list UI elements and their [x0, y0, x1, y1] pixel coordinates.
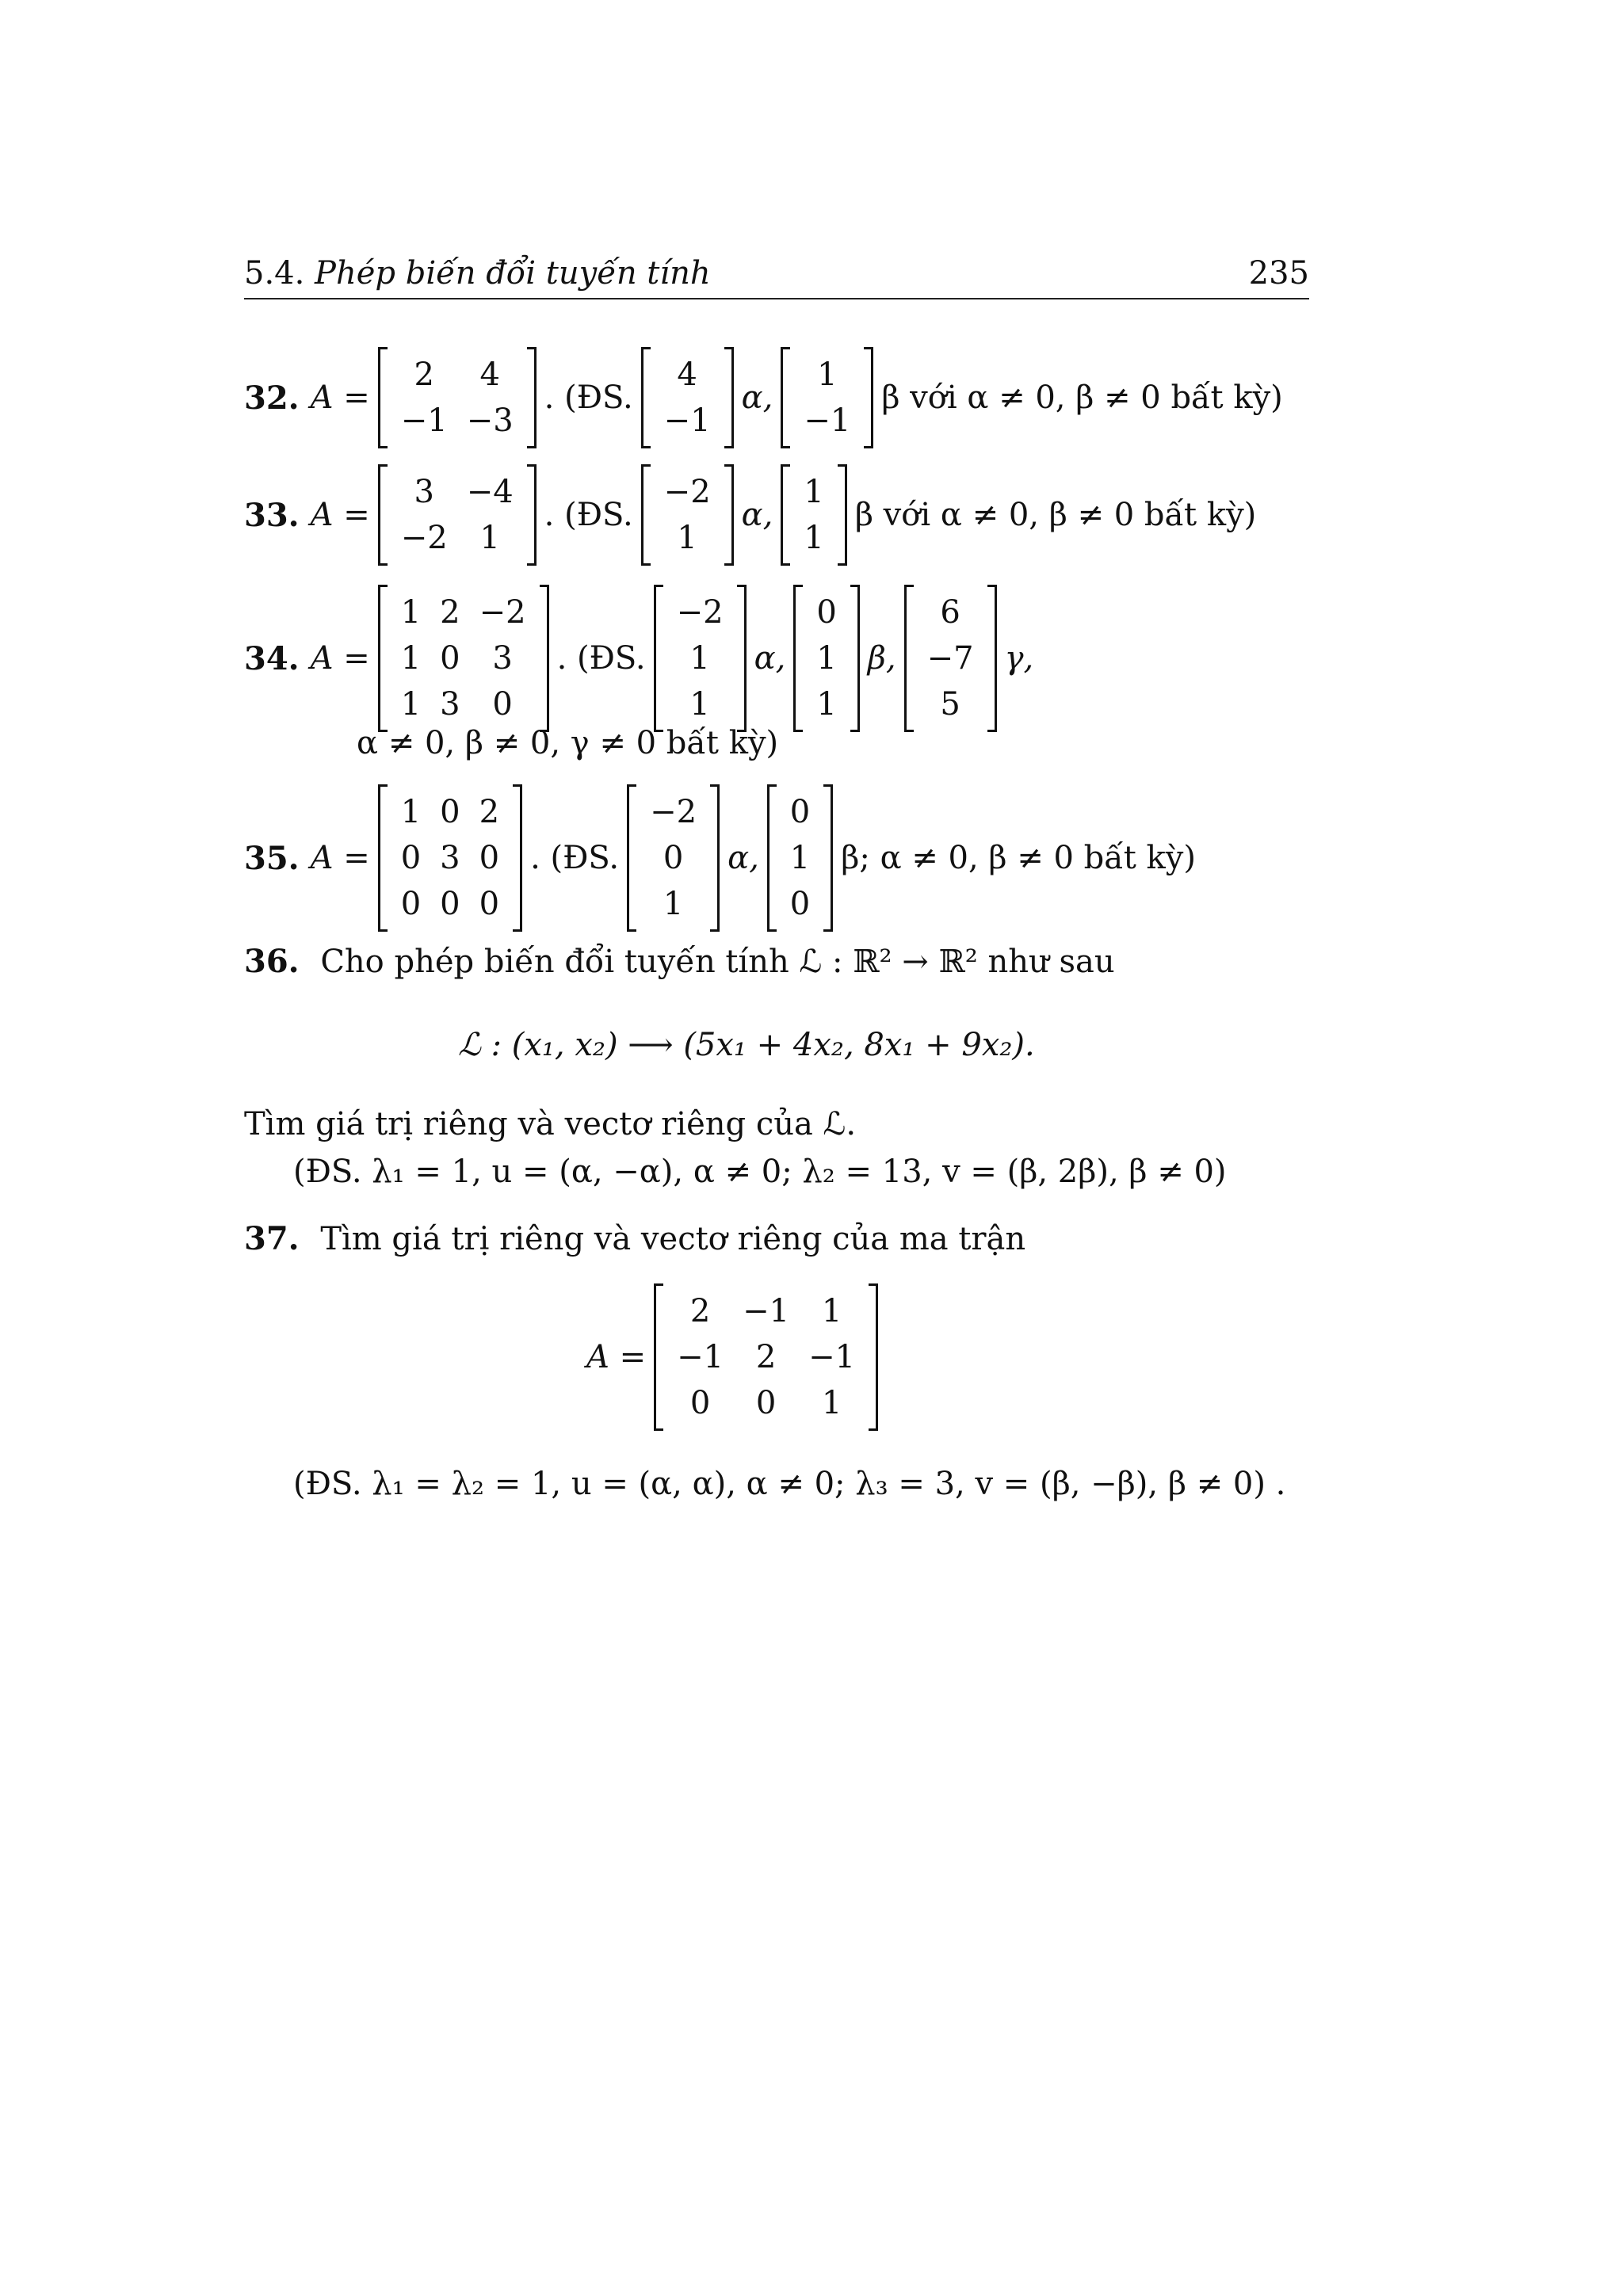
answer-tail: β với α ≠ 0, β ≠ 0 bất kỳ) [881, 379, 1283, 416]
bracket-right [737, 585, 747, 732]
matrix-entry: 0 [440, 640, 460, 677]
section-title-text: Phép biến đổi tuyến tính [315, 255, 711, 292]
matrix-entry: 1 [821, 1293, 842, 1329]
bracket-left [378, 464, 388, 566]
section-number: 5.4. [244, 255, 305, 292]
problem-number: 37. [244, 1220, 300, 1257]
matrix-column [440, 589, 460, 727]
matrix-entry: 0 [755, 1385, 777, 1421]
matrix-column [790, 789, 810, 927]
matrix-a [378, 347, 537, 448]
matrix-entry: 0 [440, 886, 460, 922]
matrix-column [743, 1288, 789, 1426]
bracket-right [987, 585, 997, 732]
problem-number: 32. [244, 379, 300, 417]
matrix-entry: 1 [804, 474, 824, 510]
matrix-entry: 1 [816, 686, 837, 723]
coefficient-1: α, [741, 379, 773, 416]
bracket-left [627, 784, 636, 932]
matrix-entry: 1 [689, 686, 710, 723]
coefficient-2: β, [867, 640, 896, 677]
matrix-entry: −2 [676, 594, 724, 631]
matrix-column [808, 1288, 855, 1426]
matrix-column [467, 469, 514, 561]
matrix-column [816, 589, 836, 727]
matrix-a [378, 464, 537, 566]
matrix-entry: 1 [689, 640, 710, 677]
matrix-entry: 3 [414, 474, 434, 510]
matrix-column [664, 352, 711, 444]
problem-34 [244, 585, 1033, 732]
bracket-left [767, 784, 777, 932]
matrix-a [378, 784, 522, 932]
answer-tail: β; α ≠ 0, β ≠ 0 bất kỳ) [841, 840, 1196, 876]
problem-36-task: Tìm giá trị riêng và vectơ riêng của ℒ. [244, 1106, 857, 1142]
matrix-entry: 0 [789, 886, 811, 922]
matrix-entry: −1 [808, 1339, 856, 1375]
answer-prefix: . (ĐS. [556, 640, 646, 677]
matrix-entry: −2 [663, 474, 711, 510]
bracket-right [513, 784, 522, 932]
answer-tail: β với α ≠ 0, β ≠ 0 bất kỳ) [854, 497, 1257, 533]
matrix-lhs: A = [310, 379, 370, 416]
matrix-entry: 2 [479, 794, 500, 830]
page-number: 235 [1248, 255, 1309, 292]
answer-prefix: . (ĐS. [530, 840, 620, 876]
matrix-entry: −1 [743, 1293, 790, 1329]
bracket-right [724, 347, 734, 448]
matrix-column [677, 1288, 724, 1426]
problem-text: Tìm giá trị riêng và vectơ riêng của ma trận [320, 1221, 1026, 1257]
matrix-entry: 0 [479, 886, 500, 922]
matrix-entry: 1 [789, 840, 811, 876]
bracket-right [527, 464, 537, 566]
bracket-right [724, 464, 734, 566]
problem-33 [244, 464, 1256, 566]
coefficient-1: α, [754, 640, 786, 677]
bracket-left [781, 464, 790, 566]
problem-text: Cho phép biến đổi tuyến tính ℒ : ℝ² → ℝ² như sau [320, 944, 1115, 980]
matrix-column [650, 789, 697, 927]
bracket-left [654, 585, 663, 732]
matrix-entry: 3 [440, 686, 460, 723]
eigenvector-1 [641, 464, 734, 566]
bracket-right [869, 1283, 878, 1431]
bracket-right [710, 784, 720, 932]
matrix-entry: 4 [479, 357, 500, 393]
bracket-left [641, 347, 651, 448]
matrix-entry: 0 [400, 840, 422, 876]
bracket-right [527, 347, 537, 448]
bracket-right [850, 585, 860, 732]
problem-32 [244, 347, 1283, 448]
matrix-entry: 0 [789, 794, 811, 830]
bracket-right [838, 464, 847, 566]
matrix-entry: 0 [816, 594, 837, 631]
bracket-left [904, 585, 914, 732]
eigenvector-2 [793, 585, 859, 732]
matrix-entry: 1 [804, 520, 824, 556]
matrix-column [804, 352, 850, 444]
problem-36-statement [244, 943, 1115, 980]
matrix-lhs: A = [586, 1339, 647, 1375]
matrix-entry: 1 [663, 886, 684, 922]
bracket-left [641, 464, 651, 566]
matrix-lhs: A = [310, 840, 370, 876]
eigenvector-2 [781, 464, 846, 566]
bracket-left [378, 347, 388, 448]
matrix-column [401, 469, 448, 561]
matrix-entry: 0 [400, 886, 422, 922]
problem-34-conditions: α ≠ 0, β ≠ 0, γ ≠ 0 bất kỳ) [357, 725, 779, 761]
matrix-column [467, 352, 514, 444]
matrix-column [804, 469, 823, 561]
matrix-entry: −2 [400, 520, 448, 556]
bracket-right [540, 585, 549, 732]
bracket-right [823, 784, 833, 932]
matrix-entry: 5 [940, 686, 960, 723]
matrix-column [664, 469, 711, 561]
matrix-entry: 1 [677, 520, 697, 556]
matrix-entry: 2 [755, 1339, 777, 1375]
matrix-entry: −1 [663, 402, 711, 439]
matrix-entry: 0 [440, 794, 460, 830]
matrix-entry: −1 [677, 1339, 724, 1375]
matrix-entry: 1 [400, 794, 422, 830]
problem-number: 33. [244, 496, 300, 534]
bracket-left [378, 784, 388, 932]
matrix-entry: −7 [926, 640, 974, 677]
bracket-left [654, 1283, 663, 1431]
coefficient-1: α, [741, 497, 773, 533]
matrix-entry: −2 [479, 594, 526, 631]
matrix-column [479, 789, 499, 927]
problem-35 [244, 784, 1196, 932]
matrix-entry: 0 [689, 1385, 711, 1421]
problem-37-answer: (ĐS. λ₁ = λ₂ = 1, u = (α, α), α ≠ 0; λ₃ = 3, v = (β, −β), β ≠ 0) . [293, 1466, 1286, 1502]
running-header [244, 250, 1309, 299]
matrix-entry: 1 [400, 686, 422, 723]
answer-prefix: . (ĐS. [544, 379, 633, 416]
problem-number: 34. [244, 639, 300, 677]
matrix-column [401, 789, 421, 927]
matrix-entry: 2 [689, 1293, 711, 1329]
matrix-entry: 4 [677, 357, 697, 393]
bracket-left [378, 585, 388, 732]
matrix-entry: 0 [663, 840, 684, 876]
matrix-entry: 1 [816, 640, 837, 677]
problem-37-matrix-display [586, 1283, 886, 1431]
transformation-formula: ℒ : (x₁, x₂) ⟶ (5x₁ + 4x₂, 8x₁ + 9x₂). [458, 1027, 1035, 1063]
matrix-a [378, 585, 549, 732]
coefficient-3: γ, [1004, 640, 1034, 677]
matrix-entry: 2 [414, 357, 434, 393]
matrix-column [401, 589, 421, 727]
bracket-left [781, 347, 790, 448]
problem-37-statement [244, 1220, 1025, 1257]
matrix-column [479, 589, 526, 727]
matrix-column [401, 352, 448, 444]
matrix-entry: 1 [400, 640, 422, 677]
problem-36-answer: (ĐS. λ₁ = 1, u = (α, −α), α ≠ 0; λ₂ = 13, v = (β, 2β), β ≠ 0) [293, 1154, 1227, 1190]
matrix-entry: −1 [804, 402, 851, 439]
matrix-entry: 0 [492, 686, 513, 723]
matrix-entry: 1 [479, 520, 500, 556]
eigenvector-2 [781, 347, 873, 448]
problem-number: 35. [244, 839, 300, 877]
eigenvector-1 [627, 784, 720, 932]
eigenvector-2 [767, 784, 833, 932]
matrix-entry: 1 [400, 594, 422, 631]
matrix-entry: −4 [466, 474, 514, 510]
matrix-lhs: A = [310, 497, 370, 533]
matrix-entry: 3 [440, 840, 460, 876]
matrix-entry: 2 [440, 594, 460, 631]
matrix-entry: −1 [400, 402, 448, 439]
matrix-entry: 1 [817, 357, 838, 393]
matrix-entry: 3 [492, 640, 513, 677]
eigenvector-3 [904, 585, 997, 732]
answer-prefix: . (ĐS. [544, 497, 633, 533]
problem-number: 36. [244, 943, 300, 980]
matrix-lhs: A = [310, 640, 370, 677]
matrix-entry: 0 [479, 840, 500, 876]
matrix-entry: 6 [940, 594, 960, 631]
coefficient-1: α, [727, 840, 759, 876]
bracket-left [793, 585, 803, 732]
matrix-column [677, 589, 724, 727]
bracket-right [864, 347, 873, 448]
matrix-entry: −2 [650, 794, 697, 830]
matrix-entry: 1 [821, 1385, 842, 1421]
matrix-column [927, 589, 974, 727]
matrix-entry: −3 [466, 402, 514, 439]
eigenvector-1 [654, 585, 747, 732]
eigenvector-1 [641, 347, 734, 448]
matrix-a [654, 1283, 878, 1431]
matrix-column [440, 789, 460, 927]
section-title [244, 255, 711, 292]
